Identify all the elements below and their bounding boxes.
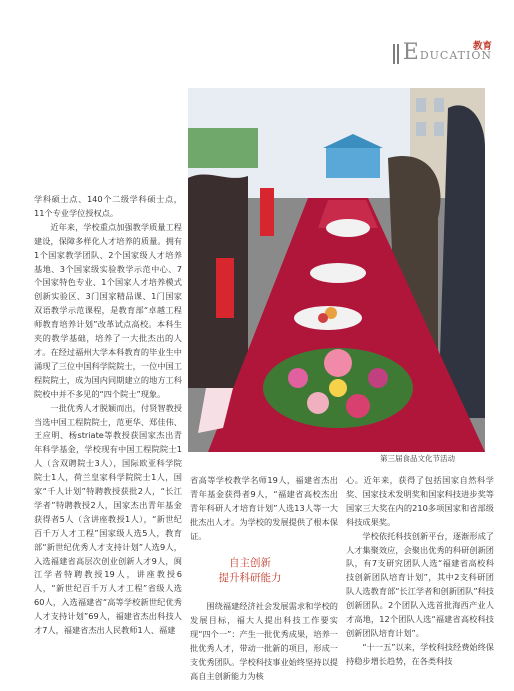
col3-paragraph-3: “十一五”以来，学校科技经费始终保持稳步增长趋势，在各类科技 <box>346 641 494 666</box>
banquet-photo <box>188 88 485 452</box>
section-english: DUCATION <box>419 49 492 62</box>
col1-paragraph-3: 一批优秀人才脱颖而出，付贤智教授当选中国工程院院士，范更华、郑佳伟、王应明、杨striate等教授获国家杰出青年科学基金，学校现有中国工程院院士1人（含双聘院士3人），国际欧亚科学院院士1人，荷兰皇家科学院院士1人，国家“千人计划”特聘教授获批2人，“长江学者”特聘教授2人，国家杰出青年基金获得者5人（含讲座教授1人），“新世纪百千万人才工程”国家级人选5人，教育部“新世纪优秀人才支持计划”人选9人，入选福建省高层次创业创新人才9人，闽江学者特聘教授19人，讲座教授6人，“新世纪百千万人才工程”省级人选60人，入选福建省“高等学校新世纪优秀人才支持计划”69人，福建省杰出科技人才7人，福建省杰出人民教师1人、福建 <box>34 402 182 636</box>
col3-paragraph-1: 心。近年来，获得了包括国家自然科学奖、国家技术发明奖和国家科技进步奖等国家三大奖在内的210多项国家和省部级科技成果奖。 <box>346 475 494 527</box>
col2-paragraph-2: 围绕福建经济社会发展需求和学校的发展目标，福大人提出科技工作要实现“四个一”：产生一批优秀成果，培养一批优秀人才，带动一批新的项目，形成一支优秀团队。学校科技事业始终坚持以提高自主创新能力为核 <box>190 601 338 681</box>
col2-paragraph-1: 省高等学校教学名师19人，福建省杰出青年基金获得者9人，“福建省高校杰出青年科研人才培育计划”人选13人等一大批杰出人才。为学校的发展提供了根本保证。 <box>190 475 338 541</box>
column-3 <box>346 474 494 669</box>
column-2-continued <box>190 600 338 683</box>
column-1 <box>34 193 182 638</box>
section-header <box>393 40 492 64</box>
photo-caption: 第三届食品文化节活动 <box>380 454 455 463</box>
col3-paragraph-2: 学校依托科技创新平台，逐渐形成了人才集聚效应，会聚出优秀的科研创新团队，有7支研究团队人选“福建省高校科技创新团队培育计划”，其中2支科研团队人选教育部“长江学者和创新团队”科技创新团队。2个团队入选首批海西产业人才高地，12个团队人选“福建省高校科技创新团队培育计划”。 <box>346 530 494 638</box>
section-chinese: 教育 <box>472 41 492 52</box>
section-title-line-1: 自主创新 <box>229 557 271 569</box>
column-2 <box>190 474 338 544</box>
banquet-photo-illustration <box>188 88 485 452</box>
section-initial: E <box>402 40 419 65</box>
header-bars-decoration <box>393 44 399 64</box>
col1-paragraph-2: 近年来，学校重点加强教学质量工程建设，保障多样化人才培养的质量。拥有1个国家教学团队、2个国家级人才培养基地、3个国家级实验教学示范中心、7个国家特色专业、1个国家人才培养模式创新实验区、3门国家精品课、1门国家双语教学示范课程，是教育部“卓越工程师教育培养计划”改革试点高校。本科生夹的教学基础，培养了一大批杰出的人才。在经过福州大学本科教育的毕业生中涌现了三位中国科学院院士，一位中国工程院院士，成为国内同期建立的地方工科院校中并不多见的“四个院士”现象。 <box>34 221 182 399</box>
col1-paragraph-1: 学科硕士点、140个二级学科硕士点，11个专业学位授权点。 <box>34 194 182 218</box>
section-title <box>205 556 295 586</box>
section-title-line-2: 提升科研能力 <box>218 572 282 584</box>
